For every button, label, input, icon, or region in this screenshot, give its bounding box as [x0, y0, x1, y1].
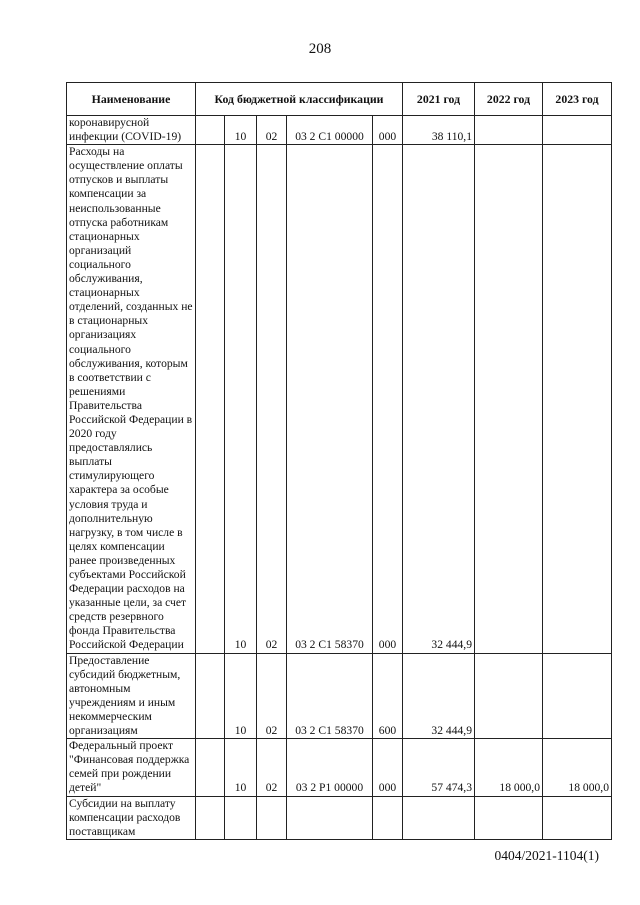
- row-name: коронавирусной инфекции (COVID-19): [67, 116, 196, 145]
- row-2022: [475, 653, 543, 739]
- row-expense: [373, 796, 403, 839]
- row-name: Предоставление субсидий бюджетным, автономным учреждениям и иным некоммерческим организациям: [67, 653, 196, 739]
- row-2022: [475, 145, 543, 653]
- row-2023: [543, 653, 612, 739]
- row-2021: 38 110,1: [403, 116, 475, 145]
- row-target: 03 2 C1 58370: [287, 653, 373, 739]
- row-2023: [543, 796, 612, 839]
- row-2023: [543, 116, 612, 145]
- row-target: 03 2 C1 58370: [287, 145, 373, 653]
- row-target: 03 2 C1 00000: [287, 116, 373, 145]
- row-blank-code: [196, 739, 225, 796]
- header-2021: 2021 год: [403, 83, 475, 116]
- table-row: [67, 116, 612, 145]
- row-target: 03 2 P1 00000: [287, 739, 373, 796]
- table-row: [67, 653, 612, 739]
- table-row: [67, 739, 612, 796]
- header-2023: 2023 год: [543, 83, 612, 116]
- row-subsection: [257, 796, 287, 839]
- document-code: 0404/2021-1104(1): [494, 848, 599, 863]
- row-section: 10: [225, 653, 257, 739]
- table-header-row: [67, 83, 612, 116]
- row-section: 10: [225, 145, 257, 653]
- row-expense: 000: [373, 116, 403, 145]
- row-blank-code: [196, 796, 225, 839]
- row-2022: 18 000,0: [475, 739, 543, 796]
- budget-table: [66, 82, 612, 840]
- table-row: [67, 145, 612, 653]
- row-2021: [403, 796, 475, 839]
- row-subsection: 02: [257, 739, 287, 796]
- row-subsection: 02: [257, 145, 287, 653]
- page-number: 208: [308, 41, 332, 57]
- row-blank-code: [196, 116, 225, 145]
- row-name: Субсидии на выплату компенсации расходов поставщикам: [67, 796, 196, 839]
- row-2021: 32 444,9: [403, 145, 475, 653]
- row-2021: 32 444,9: [403, 653, 475, 739]
- row-name: Федеральный проект "Финансовая поддержка семей при рождении детей": [67, 739, 196, 796]
- row-2023: 18 000,0: [543, 739, 612, 796]
- row-section: [225, 796, 257, 839]
- row-subsection: 02: [257, 653, 287, 739]
- row-expense: 000: [373, 739, 403, 796]
- row-expense: 000: [373, 145, 403, 653]
- row-blank-code: [196, 145, 225, 653]
- header-name: Наименование: [67, 83, 196, 116]
- row-target: [287, 796, 373, 839]
- row-2021: 57 474,3: [403, 739, 475, 796]
- row-2022: [475, 116, 543, 145]
- header-budget-code: Код бюджетной классификации: [196, 83, 403, 116]
- header-2022: 2022 год: [475, 83, 543, 116]
- table-row: [67, 796, 612, 839]
- row-section: 10: [225, 116, 257, 145]
- row-2023: [543, 145, 612, 653]
- row-expense: 600: [373, 653, 403, 739]
- row-blank-code: [196, 653, 225, 739]
- row-section: 10: [225, 739, 257, 796]
- row-name: Расходы на осуществление оплаты отпусков и выплаты компенсации за неиспользованные отпуска работникам стационарных организаций социального обслуживания, стационарных отделений, созданных не в стационарных организациях социального обслуживания, которым в соответствии с решениями Правительства Российской Федерации в 2020 году предоставлялись выплаты стимулирующего характера за особые условия труда и дополнительную нагрузку, в том числе в целях компенсации ранее произведенных субъектами Российской Федерации расходов на указанные цели, за счет средств резервного фонда Правительства Российской Федерации: [67, 145, 196, 653]
- row-2022: [475, 796, 543, 839]
- row-subsection: 02: [257, 116, 287, 145]
